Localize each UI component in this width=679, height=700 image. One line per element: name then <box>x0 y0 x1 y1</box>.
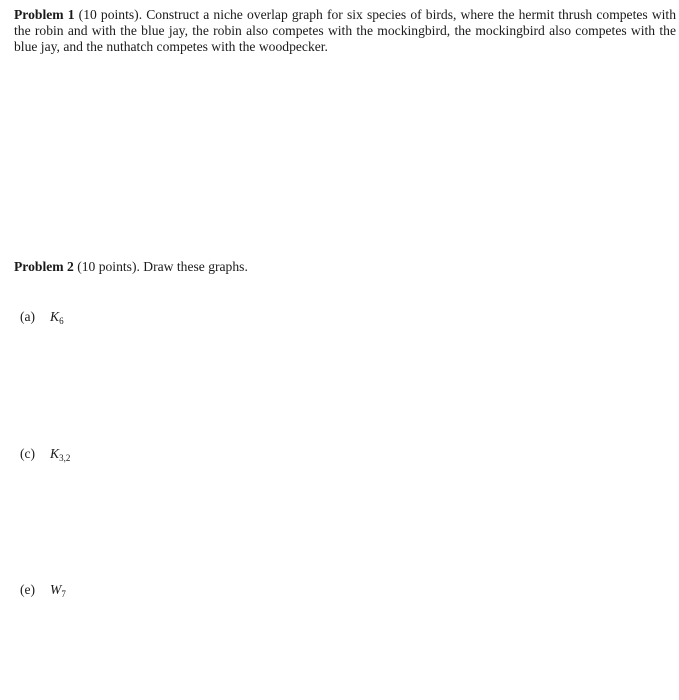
graph-subscript: 7 <box>61 589 66 599</box>
graph-subscript: 3,2 <box>59 453 71 463</box>
problem-1-points: (10 points). <box>78 7 143 22</box>
problem-2 <box>14 259 248 275</box>
graph-subscript: 6 <box>59 316 64 326</box>
problem-1 <box>14 7 676 56</box>
graph-symbol: K <box>50 446 60 461</box>
item-label: (a) <box>20 309 36 324</box>
graph-symbol: K <box>50 309 60 324</box>
problem-2-item-a <box>20 309 64 329</box>
graph-symbol: W <box>50 582 62 597</box>
problem-2-text: Draw these graphs. <box>143 259 248 274</box>
item-label: (c) <box>20 446 36 461</box>
item-label: (e) <box>20 582 36 597</box>
problem-1-text: Construct a niche overlap graph for six species of birds, where the hermit thrush competes with the robin and with the blue jay, the robin also competes with the mockingbird, the mockingbird also competes with the blue jay, and the nuthatch competes with the woodpecker. <box>14 7 676 55</box>
problem-2-points: (10 points). <box>77 259 140 274</box>
problem-2-title: Problem 2 <box>14 259 74 274</box>
problem-1-title: Problem 1 <box>14 7 75 22</box>
problem-2-item-c <box>20 446 70 466</box>
problem-2-item-e <box>20 582 66 602</box>
